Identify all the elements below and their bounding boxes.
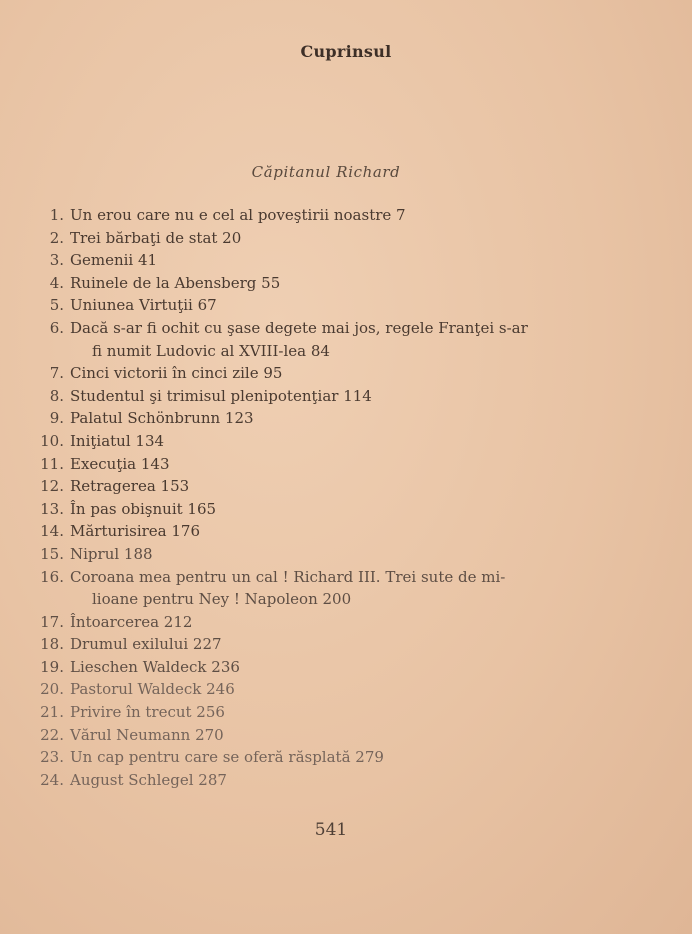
toc-entry	[0, 294, 692, 317]
toc-entry-number: 11.	[40, 454, 64, 473]
toc-entry-number: 5.	[49, 296, 64, 315]
toc-entry	[0, 272, 692, 295]
toc-entry-title: Vărul Neumann 270	[70, 725, 224, 744]
toc-entry-title: Iniţiatul 134	[70, 431, 165, 450]
toc-entry-title	[70, 317, 528, 362]
toc-entry-title: Un erou care nu e cel al poveştirii noastre 7	[70, 206, 406, 224]
toc-entry-number: 3.	[49, 251, 64, 270]
toc-entry-number: 10.	[40, 431, 64, 450]
toc-entry	[0, 453, 692, 476]
toc-entry-number: 6.	[49, 318, 64, 337]
toc-entry	[0, 543, 692, 566]
toc-entry	[0, 566, 692, 611]
page-number: 541	[314, 820, 348, 840]
toc-entry-title: Pastorul Waldeck 246	[70, 680, 235, 699]
toc-entry-number: 14.	[40, 522, 64, 541]
toc-entry-title: Palatul Schönbrunn 123	[70, 409, 254, 428]
toc-entry	[0, 407, 692, 430]
toc-entry-number: 13.	[40, 499, 64, 518]
toc-entry	[0, 204, 692, 227]
toc-entry-number: 24.	[40, 770, 64, 789]
toc-entry	[0, 385, 692, 408]
toc-entry	[0, 656, 692, 679]
toc-entry-number: 19.	[40, 657, 64, 676]
toc-entry-number: 7.	[49, 364, 64, 383]
toc-entry-title: Lieschen Waldeck 236	[70, 657, 240, 676]
toc-entry-line: Dacă s-ar fi ochit cu şase degete mai jos, regele Franţei s-ar	[70, 318, 528, 337]
table-of-contents	[0, 204, 692, 791]
toc-entry	[0, 362, 692, 385]
toc-entry-title: Niprul 188	[70, 544, 153, 563]
toc-entry-line-continued: lioane pentru Ney ! Napoleon 200	[92, 590, 352, 609]
toc-entry	[0, 475, 692, 498]
toc-entry-title: August Schlegel 287	[70, 770, 227, 789]
toc-entry-number: 12.	[40, 477, 64, 496]
toc-entry-number: 17.	[40, 612, 64, 631]
toc-entry-number: 4.	[49, 273, 64, 292]
toc-entry-title: Drumul exilului 227	[70, 635, 222, 654]
toc-entry-line-continued: fi numit Ludovic al XVIII-lea 84	[92, 341, 330, 360]
toc-entry-number: 15.	[40, 544, 64, 563]
toc-entry-number: 18.	[40, 635, 64, 654]
toc-entry-title: Cinci victorii în cinci zile 95	[70, 364, 283, 383]
toc-entry-number: 8.	[49, 386, 64, 405]
toc-entry-number: 20.	[40, 680, 64, 699]
toc-entry	[0, 678, 692, 701]
toc-entry	[0, 430, 692, 453]
toc-entry-number: 9.	[49, 409, 64, 428]
toc-entry-title: Un cap pentru care se oferă răsplată 279	[70, 748, 384, 767]
toc-entry	[0, 611, 692, 634]
toc-entry-line: Coroana mea pentru un cal ! Richard III. Trei sute de mi-	[70, 567, 506, 586]
toc-entry-title: Execuţia 143	[70, 454, 170, 473]
toc-entry-number: 23.	[40, 748, 64, 767]
toc-entry-number: 1.	[49, 206, 64, 224]
toc-entry-title: Trei bărbaţi de stat 20	[70, 228, 242, 247]
toc-entry	[0, 633, 692, 656]
toc-entry-number: 22.	[40, 725, 64, 744]
toc-entry-title: Privire în trecut 256	[70, 703, 225, 722]
toc-entry-title: În pas obişnuit 165	[70, 499, 217, 518]
toc-entry-title: Gemenii 41	[70, 251, 158, 270]
page-title: Cuprinsul	[300, 42, 392, 61]
toc-entry-title: Întoarcerea 212	[70, 612, 193, 631]
toc-entry-number: 2.	[49, 228, 64, 247]
toc-entry-number: 21.	[40, 703, 64, 722]
toc-entry-title: Uniunea Virtuţii 67	[70, 296, 217, 315]
toc-entry	[0, 227, 692, 250]
toc-entry-title	[70, 566, 505, 611]
toc-entry	[0, 520, 692, 543]
toc-entry-title: Retragerea 153	[70, 477, 190, 496]
toc-entry-title: Studentul şi trimisul plenipotenţiar 114	[70, 386, 372, 405]
toc-entry	[0, 746, 692, 769]
toc-entry	[0, 249, 692, 272]
toc-entry-number: 16.	[40, 567, 64, 586]
section-title: Căpitanul Richard	[251, 163, 401, 181]
toc-entry	[0, 724, 692, 747]
toc-entry-title: Ruinele de la Abensberg 55	[70, 273, 281, 292]
toc-entry	[0, 317, 692, 362]
toc-entry-title: Mărturisirea 176	[70, 522, 201, 541]
toc-entry	[0, 498, 692, 521]
toc-entry	[0, 769, 692, 792]
toc-entry	[0, 701, 692, 724]
